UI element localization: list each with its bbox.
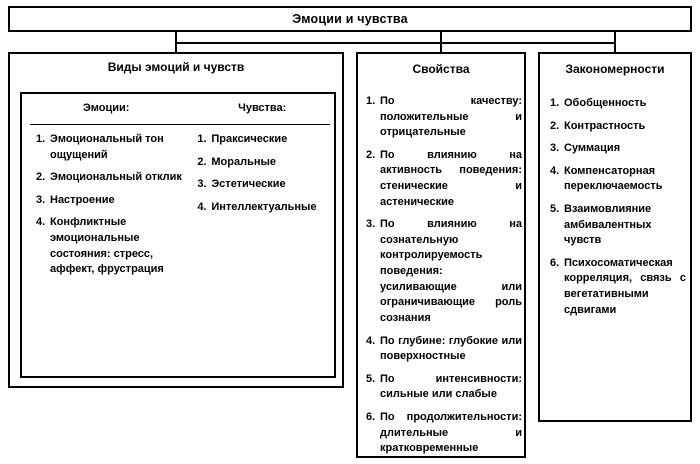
list-item-number: 2. — [366, 148, 376, 161]
list-item-label: По глубине: глубокие или поверхностные — [380, 334, 522, 363]
list-item-label: Обобщенность — [564, 97, 647, 109]
list-item-number: 4. — [197, 200, 207, 213]
list-item-number: 1. — [366, 95, 376, 107]
column-properties-header: Свойства — [412, 62, 470, 76]
regularities-list — [550, 96, 686, 325]
list-item-number: 1. — [197, 133, 207, 145]
list-item — [197, 177, 334, 193]
list-item-label: По интенсивности: сильные или слабые — [380, 372, 522, 401]
list-item-number: 6. — [366, 410, 376, 423]
list-item — [550, 256, 686, 318]
list-item-label: Эмоциональный тон ощущений — [50, 133, 164, 161]
emotions-list — [36, 132, 187, 278]
list-item-number: 2. — [550, 119, 560, 132]
list-item-label: Конфликтные эмоциональные состояния: стресс, аффект, фрустрация — [50, 216, 164, 276]
diagram-title-box — [8, 6, 692, 32]
column-regularities-header: Закономерности — [565, 62, 665, 76]
list-item-label: Эмоциональный отклик — [50, 171, 182, 184]
list-item — [36, 215, 187, 277]
list-item — [550, 202, 686, 249]
list-item — [36, 132, 187, 163]
list-item-label: По продолжительности: длительные и кратковременные — [380, 410, 522, 455]
list-item-number: 3. — [550, 142, 560, 155]
list-item-label: Компенсаторная переключаемость — [564, 164, 663, 193]
column-regularities — [538, 52, 692, 422]
list-item-label: Взаимовлияние амбивалентных чувств — [564, 203, 652, 247]
emotions-list-wrapper — [22, 132, 187, 285]
feelings-list-wrapper — [187, 132, 334, 285]
page-title: Эмоции и чувства — [292, 12, 408, 26]
list-item — [36, 193, 187, 209]
list-item-number: 1. — [550, 97, 560, 109]
list-item-number: 3. — [36, 193, 46, 206]
list-item — [550, 164, 686, 195]
list-item — [197, 132, 334, 148]
list-item — [197, 155, 334, 171]
list-item-label: По влиянию на активность поведения: стенические и астенические — [380, 148, 522, 208]
subheader-emotions: Эмоции: — [82, 102, 130, 114]
list-item — [366, 334, 522, 365]
subheader-feelings: Чувства: — [238, 102, 287, 114]
list-item-label: Контрастность — [564, 119, 646, 132]
list-item-number: 2. — [197, 155, 207, 168]
list-item — [197, 200, 334, 216]
list-item — [36, 170, 187, 186]
connector-horizontal — [175, 42, 615, 44]
list-item-label: Настроение — [50, 193, 115, 206]
types-lists — [22, 132, 334, 285]
list-item-number: 4. — [36, 216, 46, 229]
list-item — [366, 217, 522, 326]
subheader-divider — [30, 124, 330, 125]
list-item-number: 6. — [550, 256, 560, 269]
list-item — [550, 141, 686, 157]
column-properties — [356, 52, 526, 458]
column-types-header: Виды эмоций и чувств — [107, 60, 245, 74]
list-item-number: 4. — [550, 164, 560, 177]
list-item-label: Эстетические — [211, 178, 286, 191]
column-types-inner-box — [20, 92, 336, 378]
list-item-label: Суммация — [564, 142, 621, 155]
list-item-label: По влиянию на сознательную контролируемость поведения: усиливающие или ограничивающие роль сознания — [380, 218, 522, 324]
feelings-list — [197, 132, 334, 215]
list-item — [366, 372, 522, 403]
list-item-number: 5. — [550, 203, 560, 216]
column-types — [8, 52, 344, 388]
list-item-label: Психосоматическая корреляция, связь с вегетативными сдвигами — [564, 256, 686, 316]
list-item-label: Моральные — [211, 155, 276, 168]
list-item — [366, 94, 522, 141]
list-item-number: 3. — [366, 218, 376, 231]
subheader-row — [22, 102, 334, 114]
list-item — [550, 119, 686, 135]
list-item-number: 4. — [366, 334, 376, 347]
list-item-label: Праксические — [211, 133, 288, 145]
list-item — [366, 410, 522, 457]
list-item-number: 3. — [197, 178, 207, 191]
properties-list — [366, 94, 522, 464]
list-item-label: По качеству: положительные и отрицательные — [380, 95, 522, 139]
list-item-number: 1. — [36, 133, 46, 145]
list-item-label: Интеллектуальные — [211, 200, 317, 213]
list-item — [366, 148, 522, 210]
list-item — [550, 96, 686, 112]
list-item-number: 5. — [366, 372, 376, 385]
list-item-number: 2. — [36, 171, 46, 184]
